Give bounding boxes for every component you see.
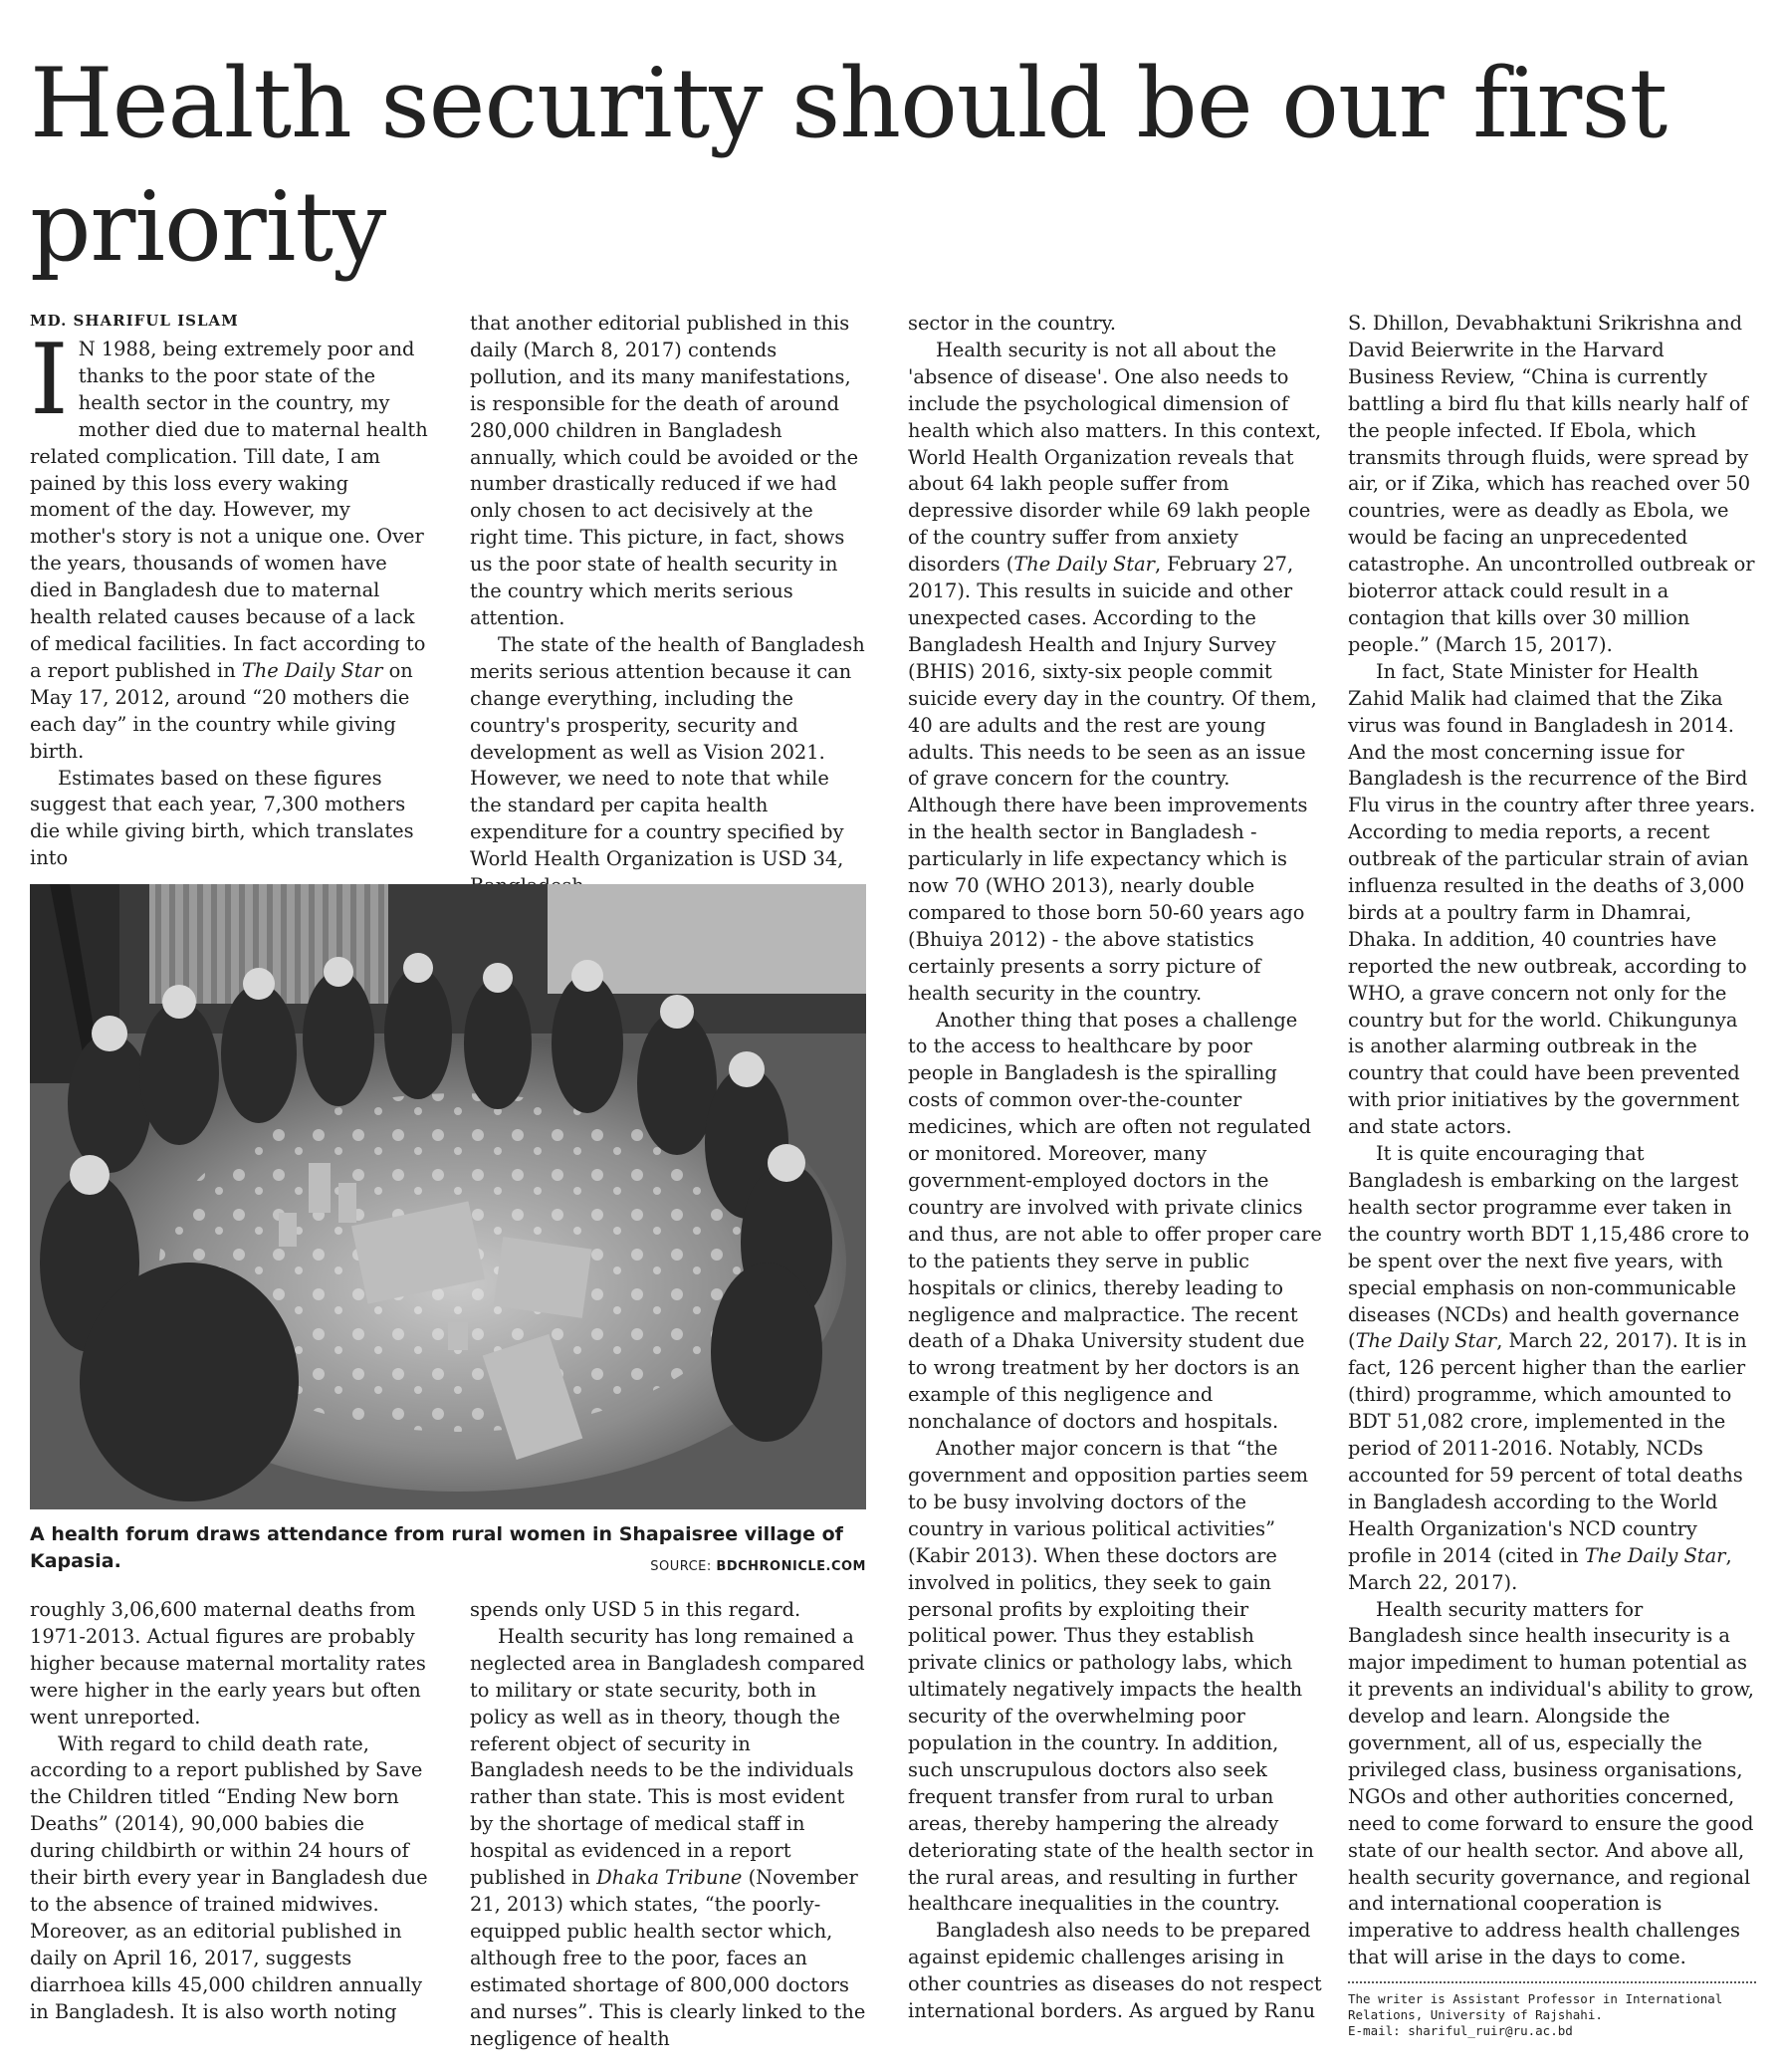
author-bio: The writer is Assistant Professor in International Relations, University of Rajshahi. — [1348, 1991, 1723, 2022]
paragraph-maternal-deaths: roughly 3,06,600 maternal deaths from 1971-2013. Actual figures are probably higher because maternal mortality rates were higher in the early years but often went unreported. — [30, 1598, 426, 1728]
author-email: E-mail: shariful_ruir@ru.ac.bd — [1348, 2023, 1573, 2038]
byline: MD. SHARIFUL ISLAM — [30, 312, 239, 330]
headline: Health security should be our first priority — [30, 48, 1668, 283]
article-photo — [30, 884, 866, 1509]
paragraph-estimates: Estimates based on these figures suggest that each year, 7,300 mothers die while giving birth, which translates into — [30, 766, 414, 870]
column-3 — [908, 311, 1322, 2025]
drop-cap: I — [30, 324, 69, 437]
paragraph-harvard-quote: S. Dhillon, Devabhaktuni Srikrishna and David Beierwrite in the Harvard Business Review, “China is currently battling a bird flu that kills nearly half of the people infected. If Ebola, which transmits through fluids, were spread by air, or if Zika, which has reached over 50 countries, were as deadly as Ebola, we would be facing an unprecedented catastrophe. An uncontrolled outbreak or bioterror attack could result in a contagion that kills over 30 million people.” (March 15, 2017). — [1348, 312, 1755, 656]
paragraph-child-death: With regard to child death rate, according to a report published by Save the Children titled “Ending New born Deaths” (2014), 90,000 babies die during childbirth or within 24 hours of their birth every year in Bangladesh due to the absence of trained midwives. Moreover, as an editorial published in daily on April 16, 2017, suggests diarrhoea kills 45,000 children annually in Bangladesh. It is also worth noting — [30, 1731, 428, 2023]
paragraph-conclusion: Health security matters for Bangladesh since health insecurity is a major impediment to human potential as it prevents an individual's ability to grow, develop and learn. Alongside the government, all of us, especially the privileged class, business organisations, NGOs and other authorities concerned, need to come forward to ensure the good state of our health sector. And above all, health security governance, and regional and international cooperation is imperative to address health challenges that will arise in the days to come. — [1348, 1597, 1754, 1969]
paragraph-health-programme: It is quite encouraging that Bangladesh is embarking on the largest health sector programme ever taken in the country worth BDT 1,15,486 crore to be spent over the next five years, with special emphasis on non-communicable diseases (NCDs) and health governance (The Daily Star, March 22, 2017). It is in fact, 126 percent higher than the earlier (third) programme, which amounted to BDT 51,082 crore, implemented in the period of 2011-2016. Notably, NCDs accounted for 59 percent of total deaths in Bangladesh according to the World Health Organization's NCD country profile in 2014 (cited in The Daily Star, March 22, 2017). — [1348, 1142, 1750, 1594]
paragraph-state-of-health: The state of the health of Bangladesh merits serious attention because it can change everything, including the country's prosperity, security and development as well as Vision 2021. However, we need to note that while the standard per capita health expenditure for a country specified by World Health Organization is USD 34, — [470, 632, 865, 871]
column-1-top — [30, 311, 428, 872]
photo-source: SOURCE: BDCHRONICLE.COM — [650, 1559, 866, 1574]
paragraph-absence-of-disease: Health security is not all about the 'absence of disease'. One also needs to include the psychological dimension of health which also matters. In this context, World Health Organization reveals that about 64 lakh people suffer from depressive disorder while 69 lakh people of the country suffer from anxiety disorders (The Daily Star, February 27, 2017). This results in suicide and other unexpected cases. According to the Bangladesh Health and Injury Survey (BHIS) 2016, sixty-six people commit suicide every day in the country. Of them, 40 are adults and the rest are young adults. This needs to be seen as an issue of grave concern for the country. Although there have been improvements in the health sector in Bangladesh - particularly in life expectancy which is now 70 (WHO 2013), nearly double compared to those born 50-60 years ago (Bhuiya 2012) - the above statistics certainly presents a sorry picture of health security in the country. — [908, 338, 1322, 1005]
paragraph-epidemic: Bangladesh also needs to be prepared against epidemic challenges arising in other countries as diseases do not respect international borders. As argued by Ranu — [908, 1919, 1322, 2023]
paragraph-political-doctors: Another major concern is that “the government and opposition parties seem to be busy involving doctors of the country in various political activities” (Kabir 2013). When these doctors are involved in politics, they seek to gain personal profits by exploiting their political power. Thus they establish private clinics or pathology labs, which ultimately negatively impacts the health security of the overwhelming poor population in the country. In addition, such unscrupulous doctors also seek frequent transfer from rural to urban areas, thereby hampering the already deteriorating state of the health sector in the rural areas, and resulting in further healthcare inequalities in the country. — [908, 1437, 1314, 1916]
paragraph-medicine-costs: Another thing that poses a challenge to the access to healthcare by poor people in Bangladesh is the spiralling costs of common over-the-counter medicines, which are often not regulated or monitored. Moreover, many government-employed doctors in the country are involved with private clinics and thus, are not able to offer proper care to the patients they serve in public hospitals or clinics, thereby leading to negligence and malpractice. The recent death of a Dhaka University student due to wrong treatment by her doctors is an example of this negligence and nonchalance of doctors and hospitals. — [908, 1008, 1322, 1434]
column-1-bottom — [30, 1597, 428, 2026]
column-2-top — [470, 311, 866, 900]
paragraph-zika: In fact, State Minister for Health Zahid Malik had claimed that the Zika virus was found in Bangladesh in 2014. And the most concerning issue for Bangladesh is the recurrence of the Bird Flu virus in the country after three years. According to media reports, a recent outbreak of the particular strain of avian influenza resulted in the deaths of 3,000 birds at a poultry farm in Dhamrai, Dhaka. In addition, 40 countries have reported the new outbreak, according to WHO, a grave concern not only for the country but for the world. Chikungunya is another alarming outbreak in the country that could have been prevented with prior initiatives by the government and state actors. — [1348, 659, 1756, 1139]
paragraph-spends: spends only USD 5 in this regard. — [470, 1598, 801, 1621]
paragraph-editorial: that another editorial published in this daily (March 8, 2017) contends pollution, and its many manifestations, is responsible for the death of around 280,000 children in Bangladesh annually, which could be avoided or the number drastically reduced if we had only chosen to act decisively at the right time. This picture, in fact, shows us the poor state of health security in the country which merits serious attention. — [470, 312, 859, 629]
column-2-bottom — [470, 1597, 866, 2052]
photo-caption: A health forum draws attendance from rural women in Shapaisree village of Kapasia. SOURCE: BDCHRONICLE.COM — [30, 1521, 866, 1575]
paragraph-neglected: Health security has long remained a neglected area in Bangladesh compared to military or state security, both in policy as well as in theory, though the referent object of security in Bangladesh needs to be the individuals rather than state. This is most evident by the shortage of medical staff in hospital as evidenced in a report published in Dhaka Tribune (November 21, 2013) which states, “the poorly-equipped public health sector which, although free to the poor, faces an estimated shortage of 800,000 doctors and nurses”. This is clearly linked to the negligence of health — [470, 1624, 866, 2050]
paragraph-sector: sector in the country. — [908, 312, 1117, 335]
intro-paragraph: I N 1988, being extremely poor and thanks to the poor state of the health sector in the country, my mother died due to maternal health related complication. Till date, I am pained by this loss every waking moment of the day. However, my mother's story is not a unique one. Over the years, thousands of women have died in Bangladesh due to maternal health related causes because of a lack of medical facilities. In fact according to a report published in The Daily Star on May 17, 2012, around “20 mothers die each day” in the country while giving birth. — [30, 324, 428, 763]
column-4 — [1348, 311, 1756, 1971]
author-footnote — [1348, 1981, 1756, 2039]
